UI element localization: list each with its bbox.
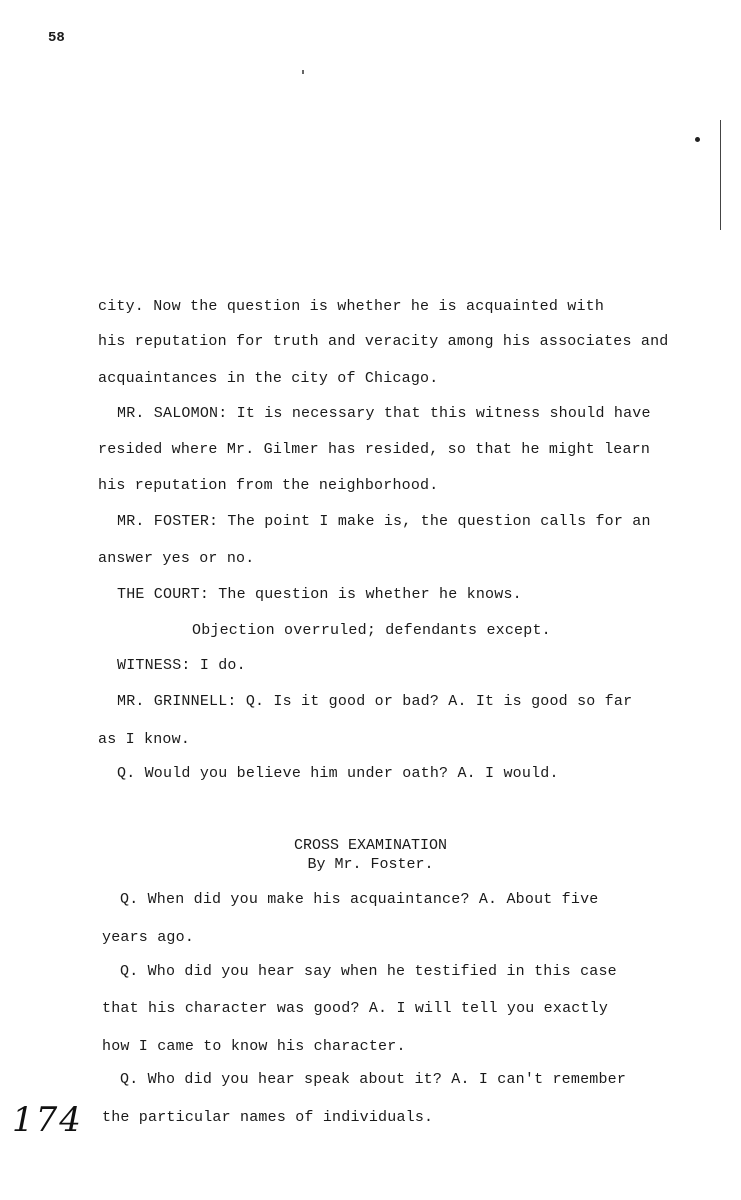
transcript-line: MR. GRINNELL: Q. Is it good or bad? A. It is good so far xyxy=(117,693,633,710)
transcript-line: his reputation from the neighborhood. xyxy=(98,477,439,494)
transcript-line: Q. Would you believe him under oath? A. I would. xyxy=(117,765,559,782)
transcript-line: Objection overruled; defendants except. xyxy=(192,622,551,639)
transcript-line: WITNESS: I do. xyxy=(117,657,246,674)
transcript-line: MR. SALOMON: It is necessary that this witness should have xyxy=(117,405,651,422)
transcript-line: as I know. xyxy=(98,731,191,748)
cross-line: Q. Who did you hear speak about it? A. I can't remember xyxy=(120,1071,627,1088)
handwritten-page-number: 174 xyxy=(12,1100,83,1140)
margin-dot-mark xyxy=(695,137,700,142)
transcript-line: MR. FOSTER: The point I make is, the question calls for an xyxy=(117,513,651,530)
transcript-line: THE COURT: The question is whether he knows. xyxy=(117,586,522,603)
cross-line: Q. Who did you hear say when he testified in this case xyxy=(120,963,617,980)
section-heading: CROSS EXAMINATION xyxy=(293,837,448,854)
cross-line: the particular names of individuals. xyxy=(102,1109,434,1126)
page-number: 58 xyxy=(48,30,65,46)
cross-line: years ago. xyxy=(102,929,195,946)
cross-line: how I came to know his character. xyxy=(102,1038,406,1055)
transcript-line: his reputation for truth and veracity among his associates and xyxy=(98,333,669,350)
page-edge-line xyxy=(720,120,721,230)
cross-line: Q. When did you make his acquaintance? A. About five xyxy=(120,891,599,908)
transcript-line: resided where Mr. Gilmer has resided, so that he might learn xyxy=(98,441,651,458)
cross-line: that his character was good? A. I will tell you exactly xyxy=(102,1000,609,1017)
margin-tick-mark xyxy=(302,70,304,74)
transcript-line: city. Now the question is whether he is acquainted with xyxy=(98,298,605,315)
section-subheading: By Mr. Foster. xyxy=(307,856,434,873)
transcript-line: acquaintances in the city of Chicago. xyxy=(98,370,439,387)
transcript-line: answer yes or no. xyxy=(98,550,255,567)
